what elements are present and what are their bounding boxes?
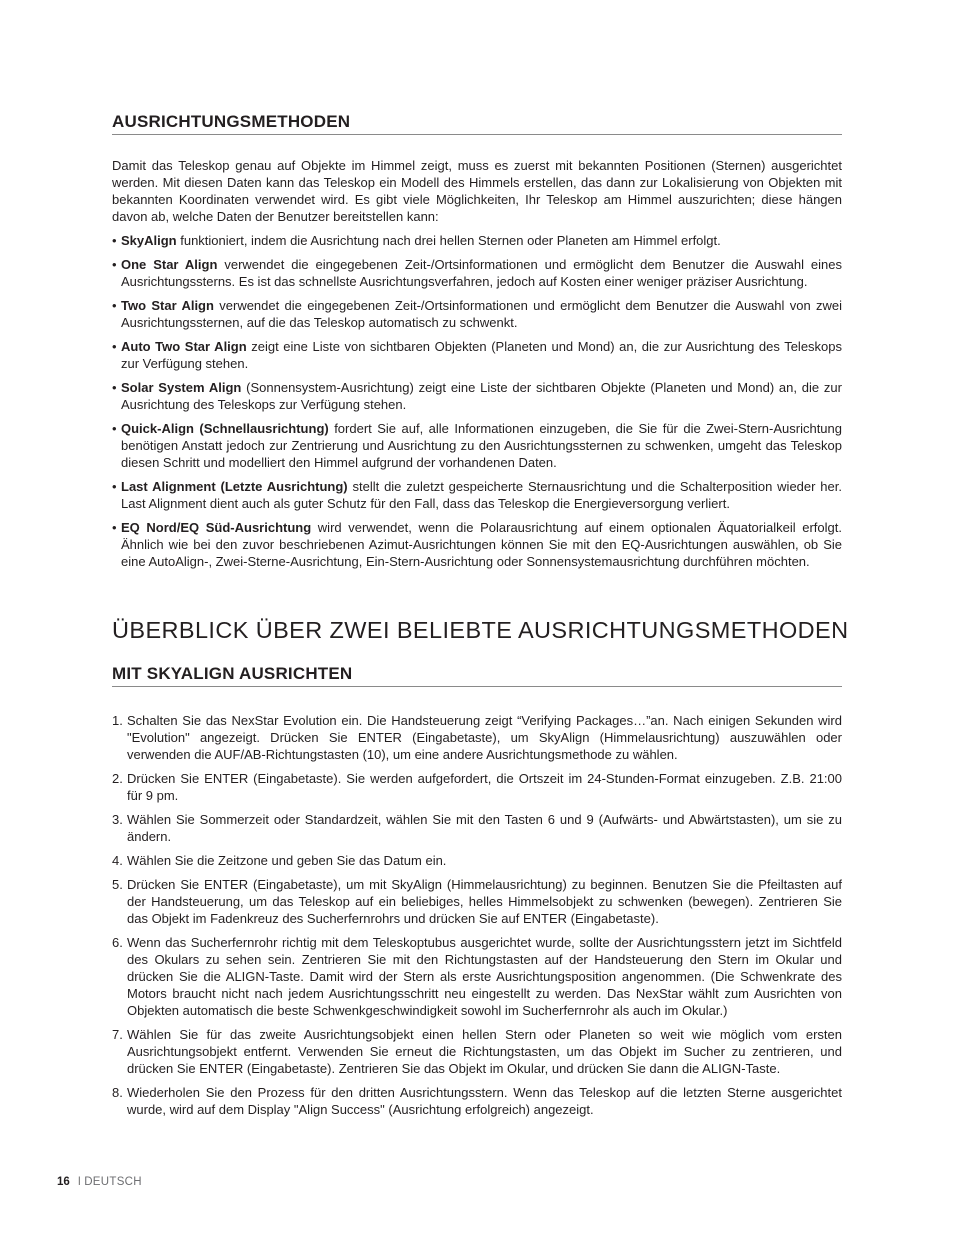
bullet-term: Last Alignment (Letzte Ausrichtung) xyxy=(121,479,348,494)
list-item: • SkyAlign funktioniert, indem die Ausrichtung nach drei hellen Sternen oder Planeten am Himmel erfolgt. xyxy=(112,233,721,248)
step-number: 4. xyxy=(112,853,123,868)
bullet-term: Auto Two Star Align xyxy=(121,339,247,354)
step-number: 6. xyxy=(112,935,123,950)
footer-separator: I xyxy=(77,1176,81,1188)
page-title: ÜBERBLICK ÜBER ZWEI BELIEBTE AUSRICHTUNGSMETHODEN xyxy=(112,617,849,643)
bullet-text: verwendet die eingegebenen Zeit-/Ortsinformationen und ermöglicht dem Benutzer die Auswahl eines Ausrichtungssterns. Es ist das schnellste Ausrichtungsverfahren, jedoch auf Kosten einer weniger präziser Ausrichtung. xyxy=(121,257,842,289)
step-text: Wählen Sie die Zeitzone und geben Sie das Datum ein. xyxy=(127,853,447,868)
bullet-text: funktioniert, indem die Ausrichtung nach drei hellen Sternen oder Planeten am Himmel erfolgt. xyxy=(176,233,721,248)
step-text: Wenn das Sucherfernrohr richtig mit dem Teleskoptubus ausgerichtet wurde, sollte der Ausrichtungsstern jetzt im Sichtfeld des Okulars zu sehen sein. Zentrieren Sie mit den Richtungstasten auf der Handsteuerung den Stern im Okular und drücken Sie die ALIGN-Taste. Damit wird der Stern als erste Ausrichtungsposition angenommen. (Die Schwenkrate des Motors braucht nicht nach jedem Ausrichtungsschritt neu eingestellt zu werden. Das NexStar wählt zum Ausrichten von Objekten automatisch die beste Schwenkgeschwindigkeit sowohl im Sucherfernrohr als auch im Okular.) xyxy=(127,935,842,1018)
bullet-text: verwendet die eingegebenen Zeit-/Ortsinformationen und ermöglicht dem Benutzer die Auswahl von zwei Ausrichtungssternen, auf die das Teleskop automatisch zu schwenkt. xyxy=(121,298,843,330)
step-text: Wählen Sie Sommerzeit oder Standardzeit, wählen Sie mit den Tasten 6 und 9 (Aufwärts- und Abwärtstasten), um sie zu ändern. xyxy=(127,812,842,844)
step-text: Wiederholen Sie den Prozess für den dritten Ausrichtungsstern. Wenn das Teleskop auf die letzten Sterne ausgerichtet wurde, wird auf dem Display "Align Success" (Ausrichtung erfolgreich) angezeigt. xyxy=(127,1085,842,1117)
list-item xyxy=(112,1026,842,1077)
section-body xyxy=(112,157,842,577)
list-item: • Quick-Align (Schnellausrichtung) fordert Sie auf, alle Informationen einzugeben, die Sie für die Zwei-Stern-Ausrichtung benötigen Anstatt jedoch zur Zentrierung und Ausrichtung zu den Ausrichtungssternen zu schwenken, umgeht das Teleskop diesen Schritt und modelliert den Himmel aufgrund der vorhandenen Daten. xyxy=(112,421,842,470)
list-item: • One Star Align verwendet die eingegebenen Zeit-/Ortsinformationen und ermöglicht dem Benutzer die Auswahl eines Ausrichtungssterns. Es ist das schnellste Ausrichtungsverfahren, jedoch auf Kosten einer weniger präziser Ausrichtung. xyxy=(112,257,842,289)
bullet-text: (Sonnensystem-Ausrichtung) zeigt eine Liste der sichtbaren Objekte (Planeten und Mond) an, die zur Ausrichtung des Teleskops zur Verfügung stehen. xyxy=(121,380,842,412)
bullet-text: wird verwendet, wenn die Polarausrichtung auf einem optionalen Äquatorialkeil erfolgt. Ähnlich wie bei den zuvor beschriebenen Azimut-Ausrichtungen können Sie mit den EQ-Ausrichtungen auswählen, ob Sie eine AutoAlign-, Zwei-Sterne-Ausrichtung, Ein-Stern-Ausrichtung oder Sonnensystemausrichtung durchführen möchten. xyxy=(121,520,842,569)
intro-paragraph: Damit das Teleskop genau auf Objekte im Himmel zeigt, muss es zuerst mit bekannten Positionen (Sternen) ausgerichtet werden. Mit diesen Daten kann das Teleskop ein Modell des Himmels erstellen, das dann zur Lokalisierung von Objekten mit bekannten Koordinaten verwendet wird. Es gibt viele Möglichkeiten, Ihr Teleskop am Himmel auszurichten; diese hängen davon ab, welche Daten der Benutzer bereitstellen kann: xyxy=(112,158,842,224)
step-number: 2. xyxy=(112,771,123,786)
skyalign-steps-list xyxy=(112,712,842,1118)
bullet-term: One Star Align xyxy=(121,257,218,272)
step-text: Drücken Sie ENTER (Eingabetaste). Sie werden aufgefordert, die Ortszeit im 24-Stunden-Format einzugeben. Z.B. 21:00 für 9 pm. xyxy=(127,771,842,803)
step-text: Wählen Sie für das zweite Ausrichtungsobjekt einen hellen Stern oder Planeten so weit wie möglich vom ersten Ausrichtungsobjekt entfernt. Verwenden Sie erneut die Richtungstasten, um das Objekt im Sucher zu zentrieren, und drücken Sie ENTER (Eingabetaste). Zentrieren Sie das Objekt im Okular, und drücken Sie dann die ALIGN-Taste. xyxy=(127,1027,842,1076)
step-number: 3. xyxy=(112,812,123,827)
section-heading-ausrichtungsmethoden: AUSRICHTUNGSMETHODEN xyxy=(112,112,842,135)
list-item xyxy=(112,712,842,763)
steps-body xyxy=(112,712,842,1125)
footer-language: DEUTSCH xyxy=(84,1176,142,1188)
bullet-term: Two Star Align xyxy=(121,298,214,313)
list-item: • Two Star Align verwendet die eingegebenen Zeit-/Ortsinformationen und ermöglicht dem Benutzer die Auswahl von zwei Ausrichtungssternen, auf die das Teleskop automatisch zu schwenkt. xyxy=(112,298,843,330)
list-item xyxy=(112,770,842,804)
bullet-text: fordert Sie auf, alle Informationen einzugeben, die Sie für die Zwei-Stern-Ausrichtung benötigen Anstatt jedoch zur Zentrierung und Ausrichtung zu den Ausrichtungssternen zu schwenken, umgeht das Teleskop diesen Schritt und modelliert den Himmel aufgrund der vorhandenen Daten. xyxy=(121,421,842,470)
list-item xyxy=(112,811,842,845)
list-item: • Auto Two Star Align zeigt eine Liste von sichtbaren Objekten (Planeten und Mond) an, die zur Ausrichtung des Teleskops zur Verfügung stehen. xyxy=(112,339,843,371)
list-item: • EQ Nord/EQ Süd-Ausrichtung wird verwendet, wenn die Polarausrichtung auf einem optionalen Äquatorialkeil erfolgt. Ähnlich wie bei den zuvor beschriebenen Azimut-Ausrichtungen können Sie mit den EQ-Ausrichtungen auswählen, ob Sie eine AutoAlign-, Zwei-Sterne-Ausrichtung, Ein-Stern-Ausrichtung oder Sonnensystemausrichtung durchführen möchten. xyxy=(112,520,842,569)
bullet-text: stellt die zuletzt gespeicherte Sternausrichtung und die Schalterposition wieder her. Last Alignment dient auch als guter Schutz für den Fall, dass das Teleskop die Energieversorgung verliert. xyxy=(121,479,842,511)
step-number: 1. xyxy=(112,713,123,728)
step-number: 7. xyxy=(112,1027,123,1042)
bullet-term: Quick-Align (Schnellausrichtung) xyxy=(121,421,329,436)
list-item xyxy=(112,934,842,1019)
step-number: 8. xyxy=(112,1085,123,1100)
list-item xyxy=(112,876,842,927)
step-text: Schalten Sie das NexStar Evolution ein. Die Handsteuerung zeigt “Verifying Packages…”an. Nach einigen Sekunden wird "Evolution" angezeigt. Drücken Sie ENTER (Eingabetaste), um SkyAlign (Himmelausrichtung) auszuwählen oder verwenden die AUF/AB-Richtungstasten (10), um eine andere Ausrichtungsmethode zu wählen. xyxy=(127,713,842,762)
list-item: • Solar System Align (Sonnensystem-Ausrichtung) zeigt eine Liste der sichtbaren Objekte (Planeten und Mond) an, die zur Ausrichtung des Teleskops zur Verfügung stehen. xyxy=(112,380,842,412)
section-heading-skyalign: MIT SKYALIGN AUSRICHTEN xyxy=(112,664,842,687)
list-item xyxy=(112,852,842,869)
list-item: • Last Alignment (Letzte Ausrichtung) stellt die zuletzt gespeicherte Sternausrichtung und die Schalterposition wieder her. Last Alignment dient auch als guter Schutz für den Fall, dass das Teleskop die Energieversorgung verliert. xyxy=(112,479,842,511)
bullet-text: zeigt eine Liste von sichtbaren Objekten (Planeten und Mond) an, die zur Ausrichtung des Teleskops zur Verfügung stehen. xyxy=(121,339,843,371)
page-footer xyxy=(57,1176,142,1188)
step-text: Drücken Sie ENTER (Eingabetaste), um mit SkyAlign (Himmelausrichtung) zu beginnen. Benutzen Sie die Pfeiltasten auf der Handsteuerung, um das Teleskop auf ein beliebiges, helles Himmelsobjekt zu schwenken (bewegen). Zentrieren Sie das Objekt im Fadenkreuz des Sucherfernrohrs und drücken Sie auf ENTER (Eingabetaste). xyxy=(127,877,842,926)
bullet-term: SkyAlign xyxy=(121,233,177,248)
step-number: 5. xyxy=(112,877,123,892)
page-number: 16 xyxy=(57,1176,70,1188)
bullet-term: Solar System Align xyxy=(121,380,242,395)
bullet-term: EQ Nord/EQ Süd-Ausrichtung xyxy=(121,520,312,535)
list-item xyxy=(112,1084,842,1118)
alignment-methods-list xyxy=(112,232,842,570)
